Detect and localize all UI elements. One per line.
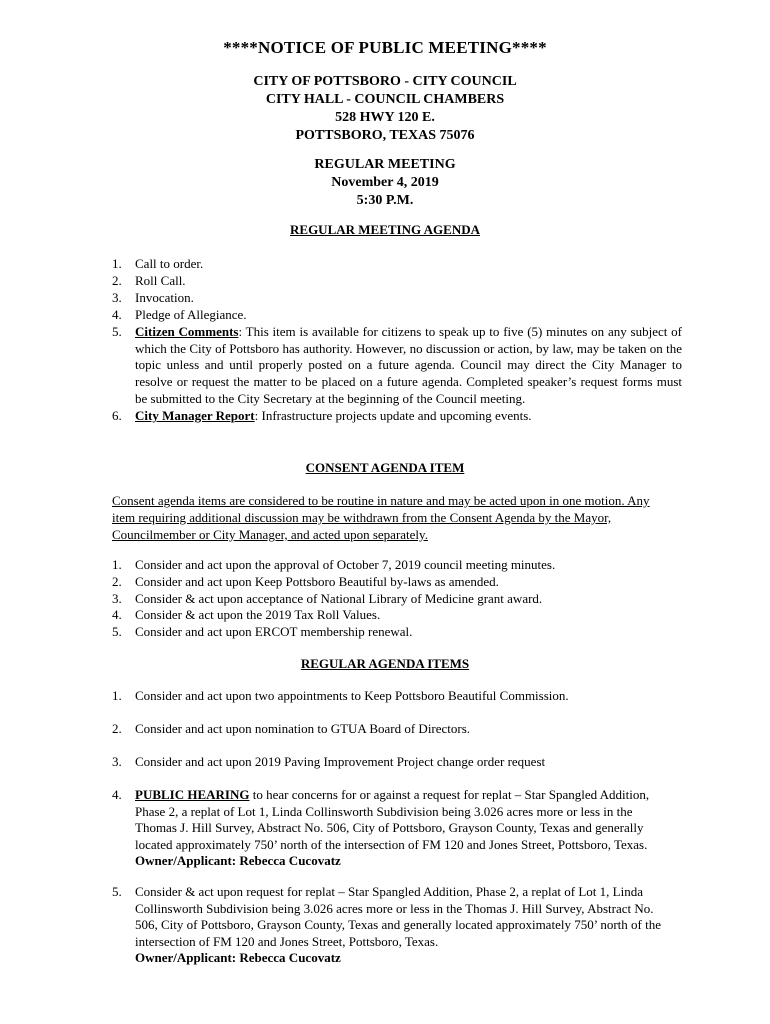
agenda-item-city-manager-report [112, 408, 682, 425]
agenda-item [112, 290, 682, 307]
item-number: 4. [112, 306, 122, 322]
item-text: Consider and act upon 2019 Paving Improvement Project change order request [135, 754, 546, 769]
item-text: Pledge of Allegiance. [135, 306, 247, 322]
regular-title: REGULAR AGENDA ITEMS [300, 656, 470, 671]
item-number: 2. [112, 272, 122, 288]
regular-item [112, 754, 687, 771]
consent-item [112, 574, 682, 591]
agenda-list [112, 256, 682, 425]
item-number: 3. [112, 754, 122, 769]
owner-applicant: Owner/Applicant: Rebecca Cucovatz [135, 950, 341, 966]
item-text: Consider & act upon request for replat – Star Spangled Addition, Phase 2, a replat of Lot 1, Linda Collinsworth Subdivision being 3.026 acres more or less in the Thomas J. Hill Survey, Abstract No. 506, City of Pottsboro, Grayson County, Texas and generally located approximately 750’ north of the intersection of FM 120 and Jones Street, Pottsboro, Texas. [135, 884, 661, 949]
consent-item [112, 624, 682, 641]
agenda-item [112, 273, 682, 290]
regular-item-replat [112, 884, 672, 967]
address-line: 528 HWY 120 E. [335, 110, 435, 125]
item-text: Consider and act upon nomination to GTUA Board of Directors. [135, 721, 471, 736]
item-number: 6. [112, 408, 122, 424]
item-text: to hear concerns for or against a request for replat – Star Spangled Addition, Phase 2, a replat of Lot 1, Linda Collinsworth Subdivision being 3.026 acres more or less in the Thomas J. Hill Survey, Abstract No. 506, City of Pottsboro, Grayson County, Texas and generally located approximately 750’ north of the intersection of FM 120 and Jones Street, Pottsboro, Texas. [135, 787, 650, 852]
item-text: : Infrastructure projects update and upcoming events. [254, 408, 532, 424]
consent-item [112, 607, 682, 624]
agenda-item [112, 256, 682, 273]
item-text: Consider and act upon two appointments to Keep Pottsboro Beautiful Commission. [135, 688, 569, 703]
agenda-item [112, 307, 682, 324]
item-text: : This item is available for citizens to speak up to five (5) minutes on any subject of which the City of Pottsboro has authority. However, no discussion or action, by law, may be taken on the topic unless and until properly posted on a future agenda. Council may direct the City Manager to resolve or request the matter to be placed on a future agenda. Completed speaker’s request forms must be submitted to the City Secretary at the beginning of the Council meeting. [135, 323, 682, 407]
item-number: 1. [112, 688, 122, 703]
notice-title: ****NOTICE OF PUBLIC MEETING**** [223, 38, 547, 57]
item-text: Consider and act upon the approval of October 7, 2019 council meeting minutes. [135, 557, 556, 572]
item-text-block [112, 884, 672, 967]
regular-item [112, 688, 687, 705]
address-line: POTTSBORO, TEXAS 75076 [295, 128, 475, 143]
address-block [0, 73, 770, 145]
address-line: CITY HALL - COUNCIL CHAMBERS [265, 92, 505, 107]
consent-intro: Consent agenda items are considered to be routine in nature and may be acted upon in one motion. Any item requiring additional discussion may be withdrawn from the Consent Agenda by the Mayor, Councilmember or City Manager, and acted upon separately. [112, 493, 650, 542]
consent-item [112, 591, 682, 608]
agenda-item-citizen-comments [112, 324, 682, 409]
item-text: Roll Call. [135, 272, 186, 288]
meeting-time: 5:30 P.M. [356, 193, 414, 208]
regular-item-public-hearing [112, 787, 667, 870]
item-text: Consider & act upon acceptance of National Library of Medicine grant award. [135, 590, 543, 606]
item-label: Citizen Comments [135, 323, 239, 339]
address-line: CITY OF POTTSBORO - CITY COUNCIL [253, 74, 517, 89]
item-number: 4. [112, 607, 122, 623]
item-number: 3. [112, 590, 122, 606]
item-number: 1. [112, 557, 122, 572]
item-text: Consider and act upon Keep Pottsboro Beautiful by-laws as amended. [135, 573, 499, 589]
meeting-date: November 4, 2019 [331, 175, 439, 190]
item-number: 5. [112, 884, 122, 899]
item-text: Invocation. [135, 289, 194, 305]
item-number: 4. [112, 787, 122, 802]
owner-applicant: Owner/Applicant: Rebecca Cucovatz [135, 853, 341, 869]
item-number: 5. [112, 323, 122, 339]
item-number: 1. [112, 256, 122, 271]
item-text: Call to order. [135, 256, 204, 271]
meeting-info [0, 156, 770, 210]
item-label: City Manager Report [135, 408, 255, 424]
agenda-title: REGULAR MEETING AGENDA [290, 222, 480, 237]
item-text: Consider & act upon the 2019 Tax Roll Values. [135, 607, 381, 623]
meeting-type: REGULAR MEETING [314, 157, 456, 172]
item-label: PUBLIC HEARING [135, 787, 250, 802]
item-number: 5. [112, 624, 122, 640]
regular-item [112, 721, 687, 738]
consent-item [112, 557, 682, 574]
item-number: 2. [112, 573, 122, 589]
consent-title: CONSENT AGENDA ITEM [305, 460, 465, 475]
item-number: 3. [112, 289, 122, 305]
item-number: 2. [112, 721, 122, 736]
item-text-block [112, 787, 667, 870]
item-text: Consider and act upon ERCOT membership renewal. [135, 624, 413, 640]
consent-list [112, 557, 682, 641]
